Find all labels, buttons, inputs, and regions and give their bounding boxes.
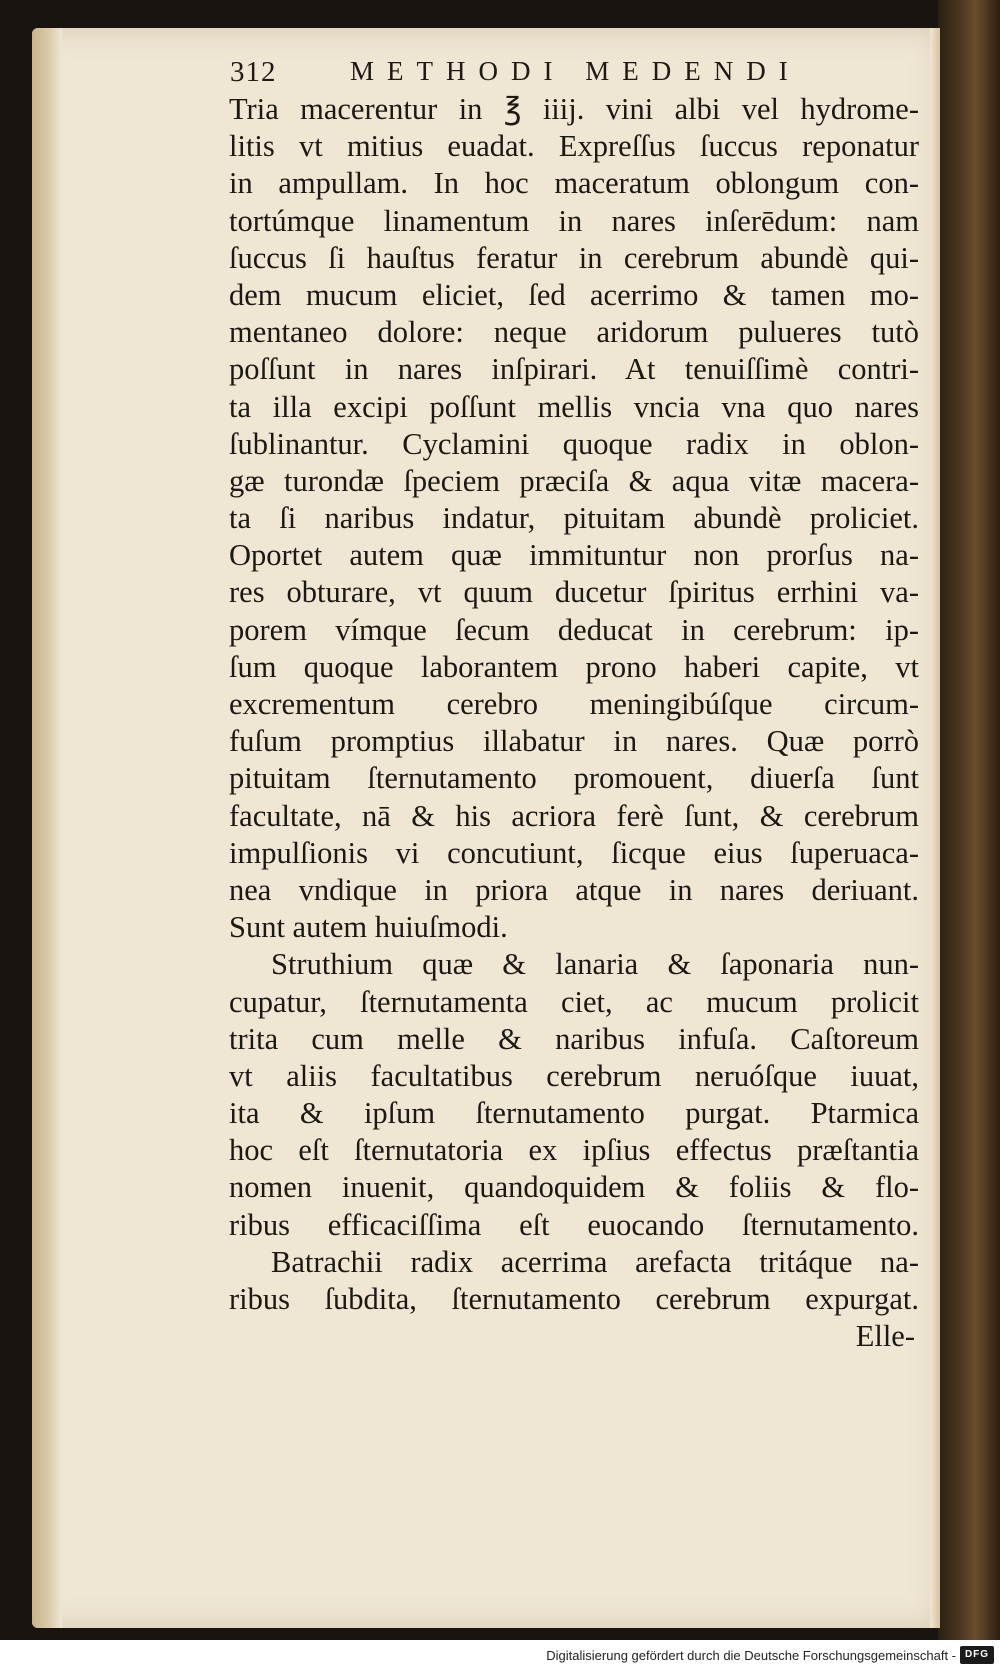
text-line: impulſionis vi concutiunt, ſicque eius ſuperuaca- [229, 835, 919, 870]
text-line: Struthium quæ & lanaria & ſaponaria nun- [271, 947, 919, 982]
text-line: mentaneo dolore: neque aridorum pulueres tutò [229, 315, 919, 350]
text-line: trita cum melle & naribus infuſa. Caſtoreum [229, 1021, 919, 1056]
text-line: ſum quoque laborantem prono haberi capite, vt [229, 649, 919, 684]
running-title: METHODI MEDENDI [350, 56, 801, 86]
text-line: dem mucum eliciet, ſed acerrimo & tamen mo- [229, 277, 919, 312]
page-number: 312 [230, 56, 277, 88]
text-line: vt aliis facultatibus cerebrum neruóſque iuuat, [229, 1058, 919, 1093]
text-line: ribus efficaciſſima eſt euocando ſternutamento. [229, 1207, 919, 1242]
catchword: Elle- [855, 1319, 915, 1354]
text-line: Tria macerentur in ℥ iiij. vini albi vel hydrome- [229, 92, 919, 126]
text-line: litis vt mitius euadat. Expreſſus ſuccus reponatur [229, 129, 919, 164]
text-line: fuſum promptius illabatur in nares. Quæ porrò [229, 724, 919, 759]
text-line: nomen inuenit, quandoquidem & foliis & flo- [229, 1170, 919, 1205]
text-line: Sunt autem huiuſmodi. [229, 910, 508, 945]
text-line: nea vndique in priora atque in nares deriuant. [229, 872, 919, 907]
book-edge [938, 0, 1000, 1640]
text-line: hoc eſt ſternutatoria ex ipſius effectus præſtantia [229, 1133, 919, 1168]
page-fore-edge [930, 28, 940, 1628]
page-gutter-shadow [32, 28, 62, 1628]
text-line: ta illa excipi poſſunt mellis vncia vna quo nares [229, 389, 919, 424]
text-line: excrementum cerebro meningibúſque circum- [229, 687, 919, 721]
text-line: Oportet autem quæ immituntur non prorſus na- [229, 538, 919, 573]
text-line: ſublinantur. Cyclamini quoque radix in oblon- [229, 426, 919, 461]
text-line: ribus ſubdita, ſternutamento cerebrum expurgat. [229, 1282, 919, 1316]
text-line: facultate, nā & his acriora ferè ſunt, & cerebrum [229, 798, 919, 833]
dfg-logo: DFG [960, 1646, 994, 1664]
text-line: res obturare, vt quum ducetur ſpiritus errhini va- [229, 575, 919, 610]
text-line: ita & ipſum ſternutamento purgat. Ptarmica [229, 1096, 919, 1131]
text-line: porem vímque ſecum deducat in cerebrum: ip- [229, 612, 919, 647]
text-line: ta ſi naribus indatur, pituitam abundè proliciet. [229, 501, 919, 536]
text-line: tortúmque linamentum in nares inſerēdum: nam [229, 203, 919, 238]
text-line: Batrachii radix acerrima arefacta tritáque na- [271, 1244, 919, 1279]
text-line: cupatur, ſternutamenta ciet, ac mucum prolicit [229, 984, 919, 1019]
text-line: pituitam ſternutamento promouent, diuerſa ſunt [229, 761, 919, 796]
body-text [229, 91, 919, 1355]
page-header [230, 56, 890, 96]
text-line: poſſunt in nares inſpirari. At tenuiſſimè contri- [229, 352, 919, 387]
text-line: in ampullam. In hoc maceratum oblongum con- [229, 166, 919, 201]
text-line: ſuccus ſi hauſtus feratur in cerebrum abundè qui- [229, 240, 919, 275]
footer-bar [0, 1640, 1000, 1670]
funding-credit: Digitalisierung gefördert durch die Deutsche Forschungsgemeinschaft - [546, 1648, 956, 1663]
text-line: gæ turondæ ſpeciem præciſa & aqua vitæ macera- [229, 463, 919, 498]
